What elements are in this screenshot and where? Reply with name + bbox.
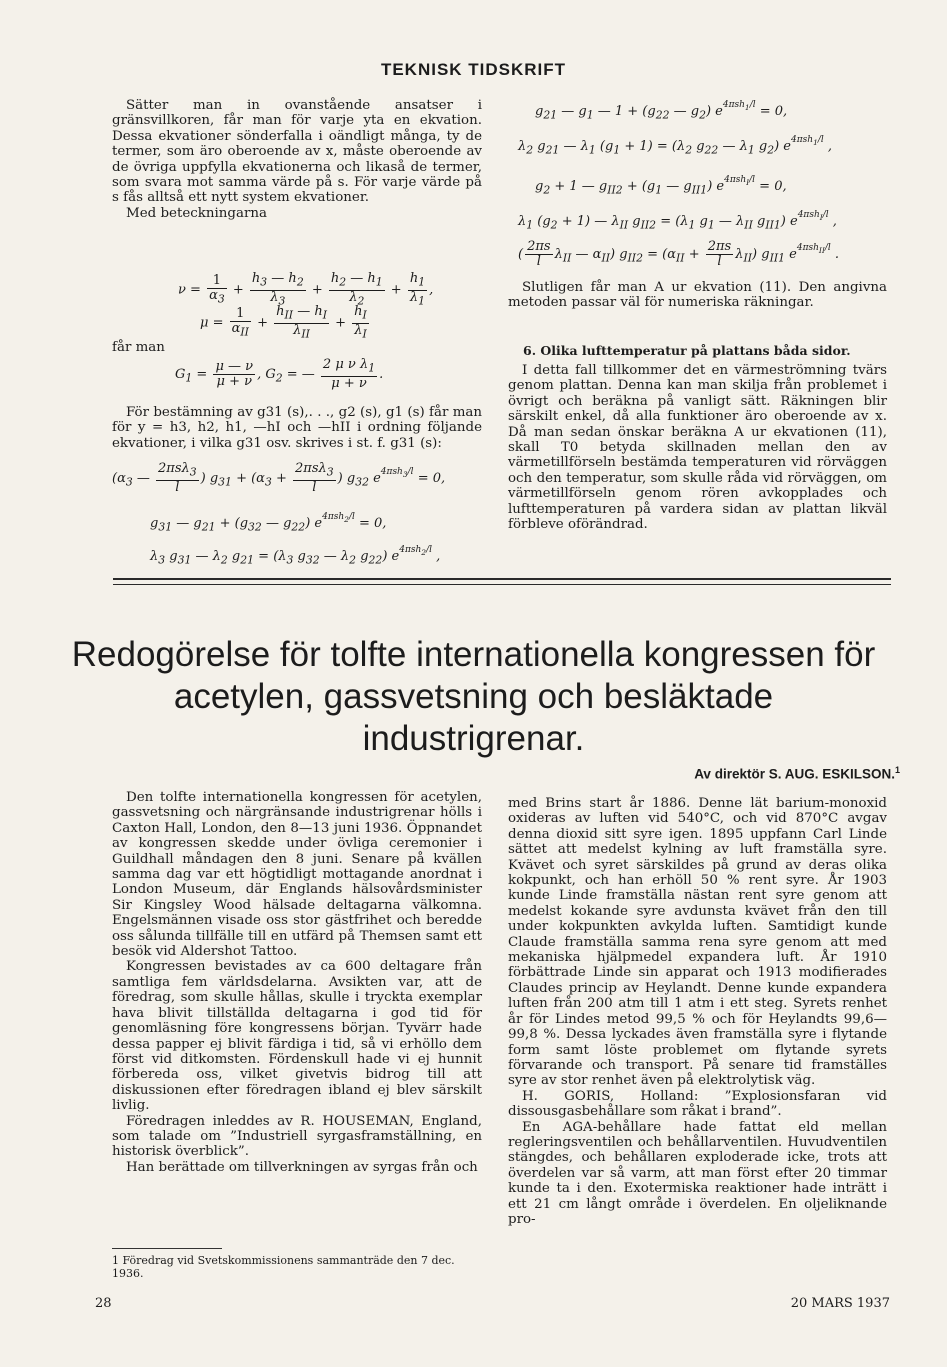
article-right-column: [508, 796, 887, 1227]
paragraph: För bestämning av g31 (s),. . ., g2 (s), g1 (s) får man för y = h3, h2, h1, —hI och —hII i ordning följande ekvationer, i vilka g31 osv. skrives i st. f. g31 (s):: [112, 405, 482, 451]
equation-g31-a: ($\alpha_3$ — $\frac{2\pi s\lambda_3}{l}$ ) $g_{31} + (\alpha_3$ + $\frac{2\pi s\lambda_3}{l}$ ) $g_{32}$ $e^{4\pi sh_3/l} = 0$,: [112, 461, 446, 495]
paragraph: Han berättade om tillverkningen av syrgas från och: [126, 1159, 478, 1175]
footnote-rule: [112, 1248, 222, 1249]
section-divider-thin: [113, 584, 891, 585]
article-left-column: [112, 790, 482, 1175]
paragraph: Med beteckningarna: [126, 205, 267, 221]
equation-g31-b: $g_{31}$ — $g_{21} + (g_{32}$ — $g_{22}$) $e^{4\pi sh_2/l} = 0$,: [150, 512, 387, 534]
paragraph: Föredragen inleddes av R. HOUSEMAN, England, som talade om ”Industriell syrgasframställning, en historisk överblick”.: [112, 1113, 482, 1160]
right-top-text-2: [508, 363, 887, 532]
paragraph: Sätter man in ovanstående ansatser i gränsvillkoren, får man för varje yta en ekvation. Dessa ekvationer sönderfalla i oändligt många, ty de termer, som äro oberoende av x, måste oberoende av de övriga uppfylla ekvationerna och likaså de termer, som svara mot samma värde på s. För varje värde på s fås alltså ett nytt system ekvationer.: [112, 98, 482, 206]
equation-nu: ν = $\frac{1}{\alpha_3}$ + $\frac{h_3 — h_2}{\lambda_3}$ + $\frac{h_2 — h_1}{\lambda_2}$ + $\frac{h_1}{\lambda_1}$ ,: [178, 271, 434, 308]
issue-date: 20 MARS 1937: [790, 1296, 890, 1311]
equation-mu: μ = $\frac{1}{\alpha_{II}}$ + $\frac{h_{II} — h_I}{\lambda_{II}}$ + $\frac{h_I}{\lambda_I}$: [200, 304, 367, 341]
equation-G: $G_1$ = $\frac{\mu — \nu}{\mu + \nu}$ , $G_2$ = — $\frac{2 \mu \nu \lambda_1}{\mu + \nu}$ .: [175, 357, 384, 391]
section-heading: 6. Olika lufttemperatur på plattans båda sidor.: [523, 343, 851, 358]
page-number: 28: [95, 1296, 112, 1311]
paragraph: En AGA-behållare hade fattat eld mellan regleringsventilen och behållarventilen. Huvudventilen stängdes, och behållaren exploderade icke, trots att överdelen var så varm, att man först efter 20 timmar kunde ta i den. Exotermiska reaktioner hade inträtt i ett 21 cm långt område i överdelen. En oljeliknande pro-: [508, 1119, 887, 1227]
paragraph: Kongressen bevistades av ca 600 deltagare från samtliga fem världsdelarna. Avsikten var, att de föredrag, som skulle hållas, skulle i tryckta exemplar hava blivit tillställda deltagarna i god tid för genomläsning före kongressens början. Tyvärr hade dessa papper ej blivit färdiga i tid, så vi erhöllo dem först vid ditkomsten. Fördenskull hade vi ej hunnit förbereda oss, vilket givetvis bidrog till att diskussionen efter föredragen ibland ej blev särskilt livlig.: [112, 959, 482, 1114]
masthead: TEKNISK TIDSKRIFT: [380, 60, 567, 79]
article-title: Redogörelse för tolfte internationella kongressen för acetylen, gassvetsning och besläktade industrigrenar.: [71, 635, 876, 758]
article-author: Av direktör S. AUG. ESKILSON.$^1$: [694, 765, 900, 782]
section-divider: [113, 578, 891, 580]
far-man-label: får man: [112, 340, 165, 355]
left-top-text: [112, 98, 482, 221]
equation-lambda1: $\lambda_1$ $(g_2 + 1)$ — $\lambda_{II}$ $g_{II2} = (\lambda_1$ $g_1$ — $\lambda_{II}$ $g_{II1}$) $e^{4\pi sh_I/l}$ ,: [518, 210, 837, 232]
equation-g2: $g_2 + 1$ — $g_{II2} + (g_1$ — $g_{II1}$) $e^{4\pi sh_I/l} = 0$,: [535, 175, 787, 197]
equation-alphaII: ( $\frac{2\pi s}{l}$ $\lambda_{II}$ — $\alpha_{II}$) $g_{II2} = (\alpha_{II}$ + $\frac{2\pi s}{l}$ $\lambda_{II}$) $g_{II1}$ $e^{4\pi sh_{II}/l}$ .: [518, 239, 840, 269]
equation-g31-c: $\lambda_3$ $g_{31}$ — $\lambda_2$ $g_{21} = (\lambda_3$ $g_{32}$ — $\lambda_2$ $g_{22}$) $e^{4\pi sh_2/l}$ ,: [150, 545, 441, 567]
paragraph: Slutligen får man A ur ekvation (11). Den angivna metoden passar väl för numeriska räkningar.: [508, 280, 887, 311]
paragraph: Den tolfte internationella kongressen för acetylen, gassvetsning och närgränsande industrigrenar hölls i Caxton Hall, London, den 8—13 juni 1936. Öppnandet av kongressen skedde under övliga ceremonier i Guildhall måndagen den 8 juni. Senare på kvällen samma dag var ett högtidligt mottagande anordnat i London Museum, där Englands hälsovårdsminister Sir Kingsley Wood hälsade deltagarna välkomna. Engelsmännen visade oss stor gästfrihet och beredde oss sålunda tillfälle till en utfärd på Themsen samt ett besök vid Aldershot Tattoo.: [112, 790, 482, 960]
equation-g21: $g_{21}$ — $g_1$ — $1 + (g_{22}$ — $g_2$) $e^{4\pi sh_1/l} = 0$,: [535, 100, 788, 122]
left-top-text-2: [112, 405, 482, 451]
paragraph: H. GORIS, Holland: ”Explosionsfaran vid dissousgasbehållare som råkat i brand”.: [508, 1088, 887, 1120]
paragraph: med Brins start år 1886. Denne lät barium-monoxid oxideras av luften vid 540°C, och vid 870°C avgav denna dioxid sitt syre igen. 1895 uppfann Carl Linde sättet att medelst kylning av luft framställa syre. Kvävet och syret särskildes på grund av deras olika kokpunkt, och han erhöll 50 % rent syre. År 1903 kunde Linde framställa nästan rent syre genom att medelst kokande syre avdunsta kvävet från den till under kokpunkten avkylda luften. Samtidigt kunde Claude framställa samma rena syre genom att med mekaniska hjälpmedel expandera luft. År 1910 förbättrade Linde sin apparat och 1913 modifierades Claudes princip av Heylandt. Denne kunde expandera luften från 200 atm till 1 atm i ett steg. Syrets renhet år för Lindes metod 99,5 % och för Heylandts 99,6—99,8 %. Dessa lyckades även framställa syre i flytande form samt löste problemet om flytande syrets förvarande och transport. På senare tid framställes syre av stor renhet även på elektrolytisk väg.: [508, 796, 887, 1089]
footnote: 1 Föredrag vid Svetskommissionens sammanträde den 7 dec. 1936.: [112, 1254, 455, 1280]
right-top-text: [508, 280, 887, 311]
paragraph: I detta fall tillkommer det en värmeströmning tvärs genom plattan. Denna kan man skilja från problemet i övrigt och beräkna på vanligt sätt. Räkningen blir särskilt enkel, då alla funktioner äro oberoende av x. Då man sedan önskar beräkna A ur ekvationen (11), skall T0 betyda skillnaden mellan den av värmetillförseln bestämda temperaturen vid rörväggen och den temperatur, som skulle råda vid rörväggen, om värmetillförseln genom rören avkopplades och lufttemperaturen på vardera sidan av plattan likväl förbleve oförändrad.: [508, 363, 887, 533]
equation-lambda2: $\lambda_2$ $g_{21}$ — $\lambda_1$ $(g_1 + 1) = (\lambda_2$ $g_{22}$ — $\lambda_1$ $g_2$) $e^{4\pi sh_1/l}$ ,: [518, 135, 833, 157]
